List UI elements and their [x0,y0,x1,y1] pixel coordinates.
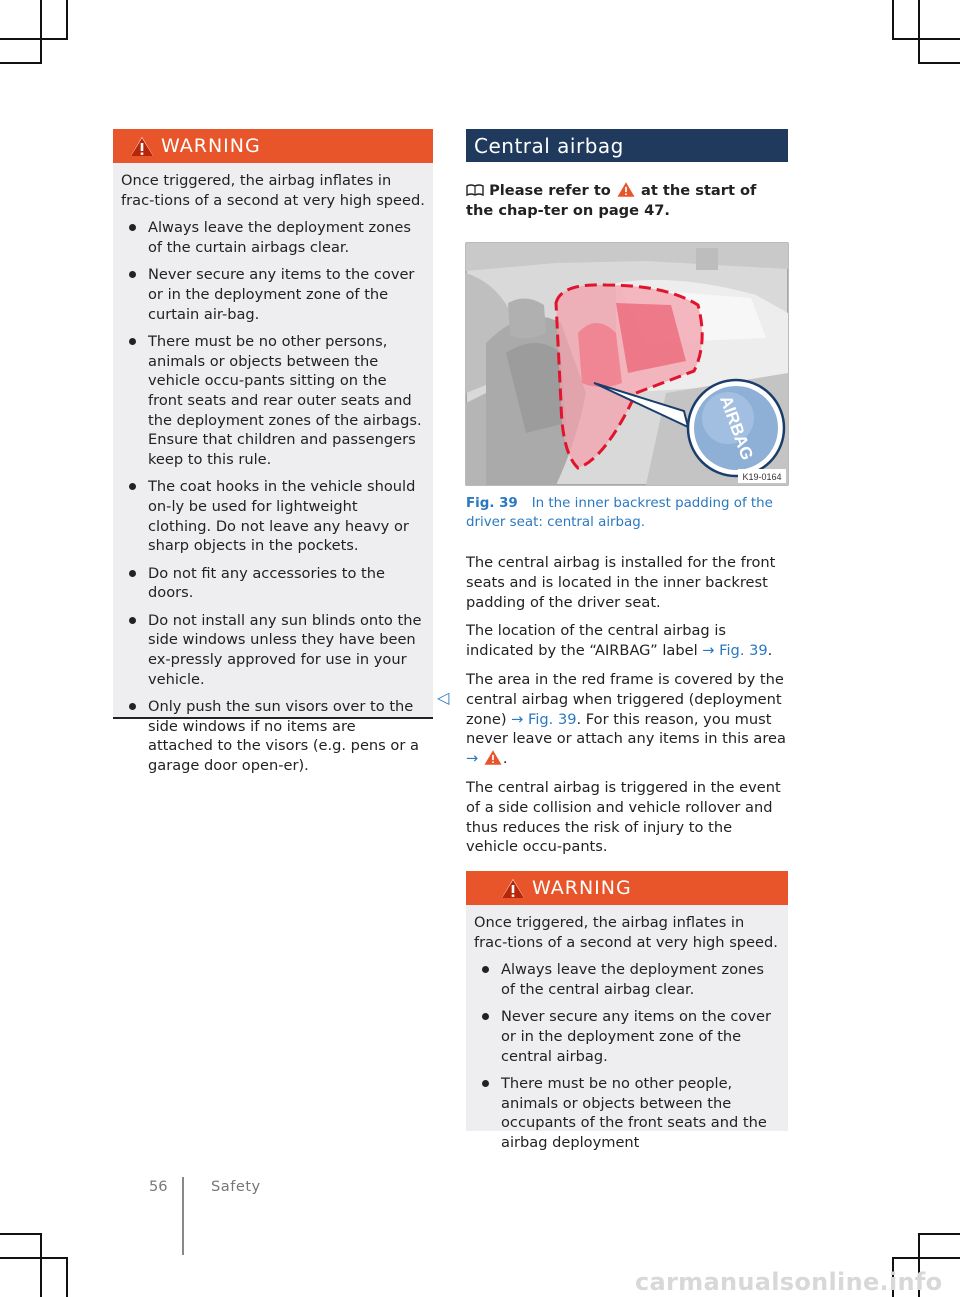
warning-header [113,129,433,163]
bullet-icon [129,224,136,231]
warning-title: WARNING [532,877,632,899]
bullet-icon [482,1013,489,1020]
warning-intro: Once triggered, the airbag inflates in frac-tions of a second at very high speed. [121,172,425,209]
left-warning-box [113,129,433,775]
warning-icon [127,133,157,159]
list-item: Do not install any sun blinds onto the side windows unless they have been ex-pressly approved for use in your vehicle. [121,611,425,689]
paragraph: The location of the central airbag is indicated by the “AIRBAG” label → Fig. 39. [466,622,773,660]
warning-icon[interactable] [483,749,503,766]
list-item: Only push the sun visors over to the side windows if no items are attached to the visors (e.g. pens or a garage door open-er). [121,697,425,775]
section-title: Central airbag [474,133,624,158]
paragraph: The central airbag is installed for the front seats and is located in the inner backrest padding of the driver seat. [466,554,776,611]
bullet-icon [129,483,136,490]
warning-body [466,905,788,1151]
arrow-icon: → [511,710,524,728]
bullet-icon [129,617,136,624]
caption-text: In the inner backrest padding of the driver seat: central airbag. [466,496,773,530]
list-item: There must be no other persons, animals or objects between the vehicle occu-pants sitting on the front seats and rear outer seats and the deployment zones of the airbags. Ensure that children and passengers keep to this rule. [121,332,425,469]
bullet-icon [482,1080,489,1087]
image-code: K19-0164 [742,472,782,482]
warning-icon [498,875,528,901]
figure-image [466,243,788,485]
watermark: carmanualsonline.info [635,1268,943,1296]
refer-prefix: Please refer to [489,182,611,199]
section-header [466,129,788,162]
body-text [466,553,788,866]
caption-label: Fig. 39 [466,496,518,511]
arrow-icon: → [702,642,715,660]
footer-section: Safety [211,1178,261,1195]
bullet-icon [482,966,489,973]
airbag-label: AIRBAG [716,393,757,463]
list-item: Always leave the deployment zones of the central airbag clear. [474,960,780,999]
warning-icon [616,181,636,198]
list-item: There must be no other people, animals or objects between the occupants of the front seats and the airbag deployment [474,1074,780,1152]
list-item: Always leave the deployment zones of the curtain airbags clear. [121,218,425,257]
list-item: Never secure any items to the cover or in the deployment zone of the curtain air-bag. [121,265,425,324]
refer-suffix: at the start of the chap-ter on page 47. [466,182,757,219]
warning-header [466,871,788,905]
right-warning-box [466,871,788,1151]
warning-title: WARNING [161,135,261,157]
footer-divider [182,1177,184,1255]
arrow-icon: → [466,750,479,768]
paragraph: The area in the red frame is covered by the central airbag when triggered (deployment zone) → Fig. 39. For this reason, you must never leave or attach any items in this area → . [466,670,786,768]
list-item: The coat hooks in the vehicle should on-ly be used for lightweight clothing. Do not leave any heavy or sharp objects in the pockets. [121,477,425,555]
bullet-icon [129,703,136,710]
bullet-icon [129,338,136,345]
warning-body [113,163,433,775]
figure-link[interactable]: Fig. 39 [719,642,768,660]
car-interior-illustration [466,243,788,485]
bullet-icon [129,570,136,577]
book-icon [466,184,484,196]
figure-link[interactable]: Fig. 39 [528,710,577,728]
list-item: Never secure any items on the cover or in the deployment zone of the central airbag. [474,1007,780,1066]
page-number: 56 [149,1178,168,1195]
refer-note [466,181,788,221]
figure-caption [466,494,788,532]
warning-intro: Once triggered, the airbag inflates in frac-tions of a second at very high speed. [474,914,778,951]
paragraph: The central airbag is triggered in the event of a side collision and vehicle rollover and thus reduces the risk of injury to the vehicle occu-pants. [466,778,781,856]
bullet-icon [129,271,136,278]
end-marker: ◁ [437,688,450,707]
list-item: Do not fit any accessories to the doors. [121,564,425,603]
